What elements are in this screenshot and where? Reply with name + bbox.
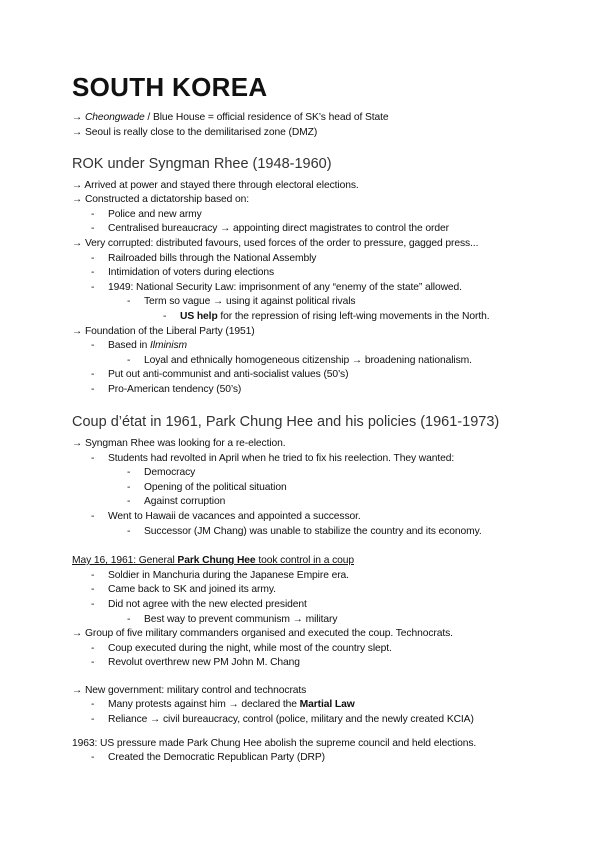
bullet-dash: -: [91, 267, 95, 278]
bullet-dash: -: [91, 752, 95, 763]
year-1963-line: 1963: US pressure made Park Chung Hee abolish the supreme council and held elections.: [72, 738, 477, 749]
park-line-1: → Syngman Rhee was looking for a re-election.: [72, 438, 286, 449]
park-line-1a3: Against corruption: [144, 496, 226, 507]
new-government-line-a: [108, 698, 355, 711]
bullet-dash: -: [91, 223, 95, 234]
bullet-dash: -: [91, 209, 95, 220]
bold-term: US help: [180, 311, 218, 322]
rhee-line-3a: Railroaded bills through the National Assembly: [108, 253, 317, 264]
new-government-line: → New government: military control and technocrats: [72, 685, 307, 696]
section-heading-rhee: ROK under Syngman Rhee (1948-1960): [72, 156, 332, 172]
bullet-dash: -: [91, 384, 95, 395]
coup-date-underline: [72, 555, 354, 566]
coup-line-c1: Best way to prevent communism → military: [144, 614, 338, 625]
coup-date-line: [72, 554, 354, 567]
page-title: SOUTH KOREA: [72, 72, 268, 102]
italic-term: Ilminism: [150, 340, 188, 351]
rhee-line-3b: Intimidation of voters during elections: [108, 267, 275, 278]
park-line-1b1: Successor (JM Chang) was unable to stabilize the country and its economy.: [144, 526, 482, 537]
bullet-dash: -: [91, 714, 95, 725]
bullet-dash: -: [127, 482, 131, 493]
bullet-dash: -: [91, 282, 95, 293]
rhee-line-4a: [108, 339, 187, 352]
rhee-line-3c1a: [180, 310, 489, 323]
coup-line-c: Did not agree with the new elected president: [108, 599, 307, 610]
bullet-dash: -: [127, 355, 131, 366]
rhee-line-4a1: Loyal and ethnically homogeneous citizenship → broadening nationalism.: [144, 355, 472, 366]
bullet-dash: -: [91, 599, 95, 610]
italic-term: Cheongwade: [84, 112, 145, 123]
arrow-prefix: →: [72, 112, 85, 123]
group-line-b: Revolut overthrew new PM John M. Chang: [108, 657, 300, 668]
bullet-dash: -: [127, 526, 131, 537]
rhee-line-3: → Very corrupted: distributed favours, used forces of the order to pressure, gagged press...: [72, 238, 479, 249]
coup-line-a: Soldier in Manchuria during the Japanese Empire era.: [108, 570, 349, 581]
coup-line-b: Came back to SK and joined its army.: [108, 584, 276, 595]
rhee-line-4b: Put out anti-communist and anti-socialist values (50’s): [108, 369, 349, 380]
rhee-line-4: → Foundation of the Liberal Party (1951): [72, 326, 255, 337]
rhee-line-2a: Police and new army: [108, 209, 202, 220]
rhee-line-3c1: Term so vague → using it against political rivals: [144, 296, 356, 307]
bullet-dash: -: [91, 584, 95, 595]
park-line-1a: Students had revolted in April when he tried to fix his reelection. They wanted:: [108, 453, 455, 464]
bullet-dash: -: [91, 643, 95, 654]
bullet-dash: -: [91, 699, 95, 710]
rhee-line-4a-text: Based in: [108, 340, 151, 351]
group-line: → Group of five military commanders organised and executed the coup. Technocrats.: [72, 628, 453, 639]
coup-date-text-end: took control in a coup: [255, 555, 355, 566]
bold-term: Park Chung Hee: [177, 555, 256, 566]
bullet-dash: -: [91, 253, 95, 264]
rhee-line-4c: Pro-American tendency (50’s): [108, 384, 242, 395]
new-government-line-a-text: Many protests against him → declared the: [108, 699, 300, 710]
rhee-line-2: → Constructed a dictatorship based on:: [72, 194, 250, 205]
bullet-dash: -: [91, 570, 95, 581]
group-line-a: Coup executed during the night, while most of the country slept.: [108, 643, 392, 654]
rhee-line-1: → Arrived at power and stayed there through electoral elections.: [72, 180, 359, 191]
section-heading-park: Coup d’état in 1961, Park Chung Hee and his policies (1961-1973): [72, 414, 500, 430]
bullet-dash: -: [163, 311, 167, 322]
year-1963-line-a: Created the Democratic Republican Party (DRP): [108, 752, 325, 763]
intro-line-1: [72, 111, 389, 124]
bold-term: Martial Law: [299, 699, 355, 710]
bullet-dash: -: [91, 369, 95, 380]
bullet-dash: -: [91, 657, 95, 668]
bullet-dash: -: [127, 496, 131, 507]
intro-line-2: → Seoul is really close to the demilitarised zone (DMZ): [72, 127, 318, 138]
new-government-line-b: Reliance → civil bureaucracy, control (police, military and the newly created KCIA): [108, 714, 474, 725]
park-line-1a2: Opening of the political situation: [144, 482, 287, 493]
park-line-1b: Went to Hawaii de vacances and appointed a successor.: [108, 511, 361, 522]
intro-line-1-text: / Blue House = official residence of SK’s head of State: [144, 112, 389, 123]
bullet-dash: -: [127, 614, 131, 625]
rhee-line-2b: Centralised bureaucracy → appointing direct magistrates to control the order: [108, 223, 449, 234]
rhee-line-3c: 1949: National Security Law: imprisonment of any “enemy of the state” allowed.: [108, 282, 462, 293]
bullet-dash: -: [91, 511, 95, 522]
bullet-dash: -: [91, 453, 95, 464]
park-line-1a1: Democracy: [144, 467, 196, 478]
bullet-dash: -: [127, 467, 131, 478]
rhee-line-3c1a-text: for the repression of rising left-wing movements in the North.: [217, 311, 490, 322]
bullet-dash: -: [127, 296, 131, 307]
bullet-dash: -: [91, 340, 95, 351]
coup-date-text: May 16, 1961: General: [72, 555, 178, 566]
